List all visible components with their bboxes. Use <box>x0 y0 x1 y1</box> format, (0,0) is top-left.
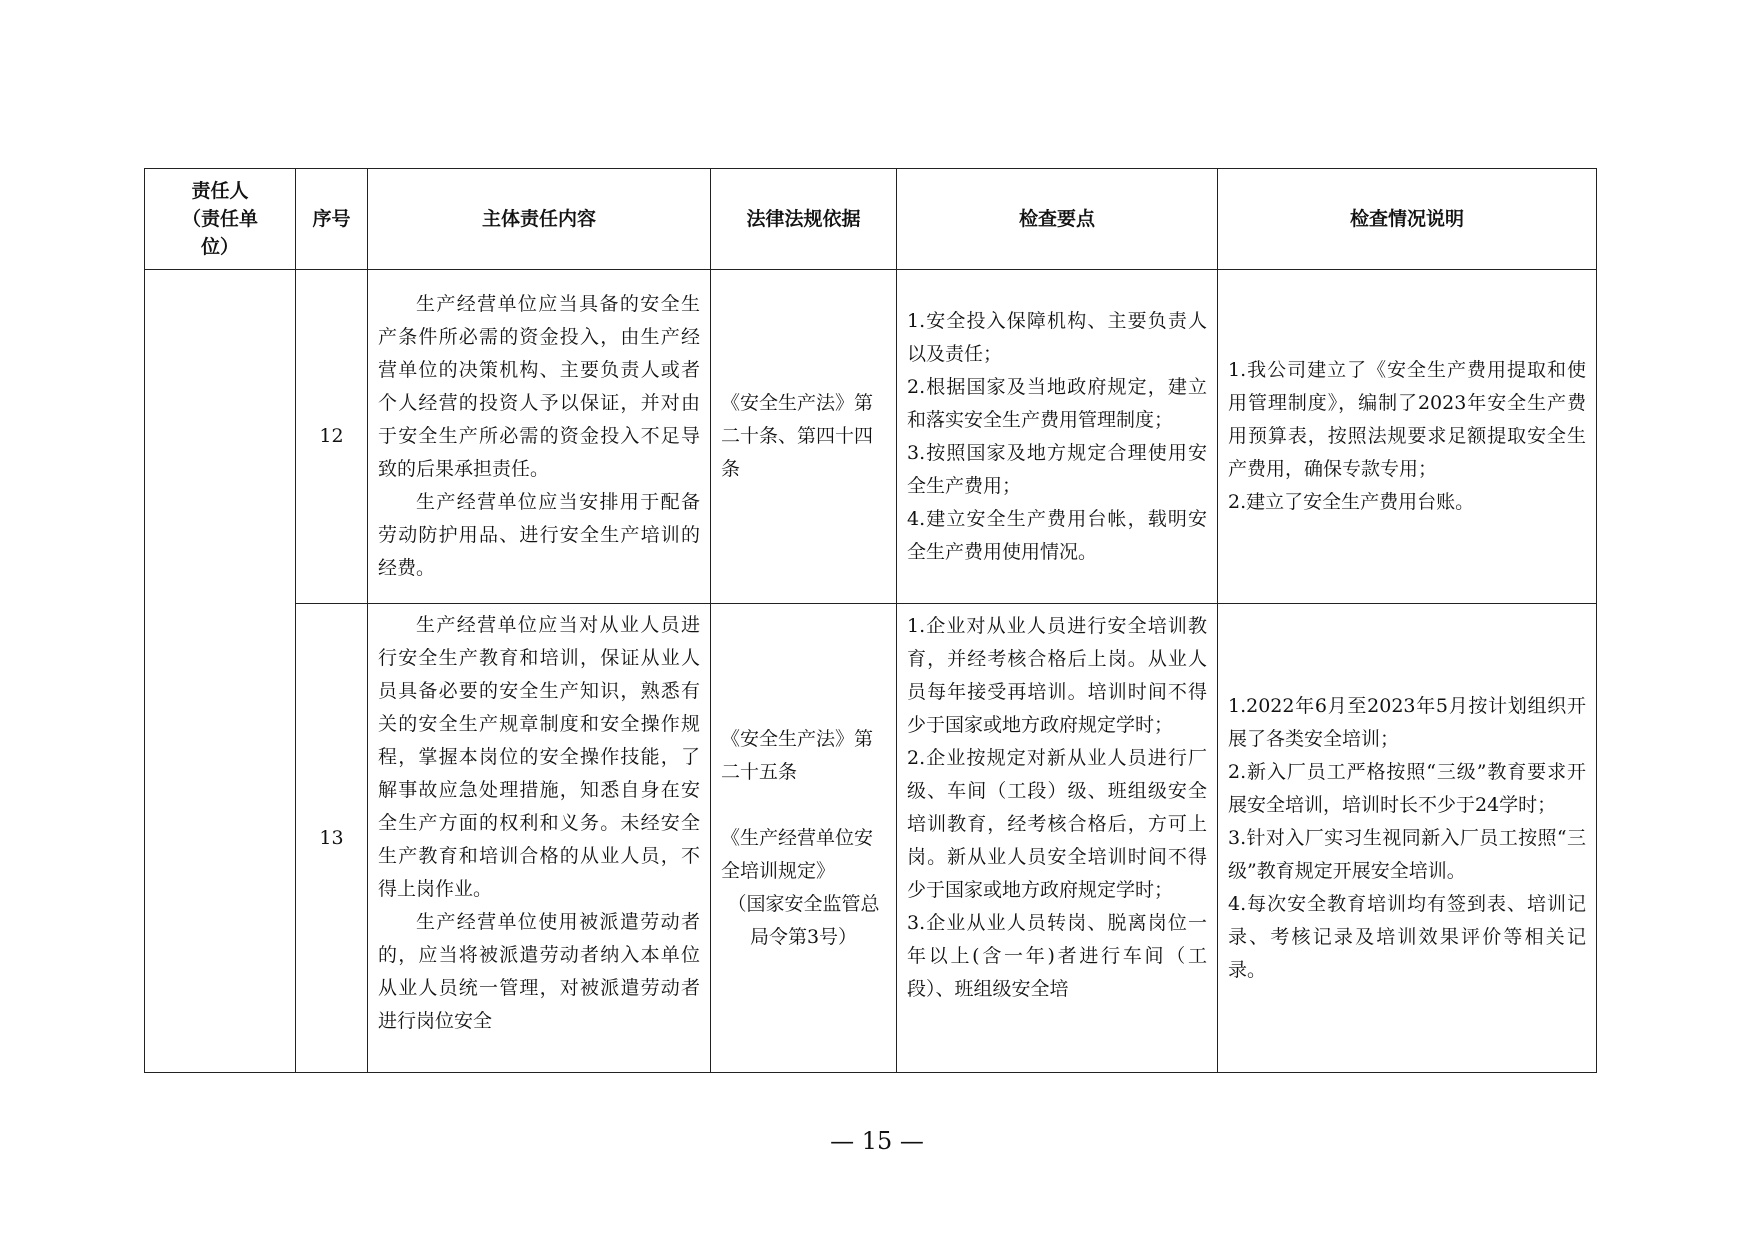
points-cell <box>897 604 1218 1073</box>
check-point-item: 2.根据国家及当地政府规定，建立和落实安全生产费用管理制度； <box>907 375 1207 431</box>
responsibility-table <box>144 168 1597 1073</box>
desc-item: 1.2022年6月至2023年5月按计划组织开展了各类安全培训； <box>1228 694 1586 750</box>
header-seq: 序号 <box>296 169 368 270</box>
table-row <box>145 270 1597 604</box>
content-paragraph: 生产经营单位应当安排用于配备劳动防护用品、进行安全生产培训的经费。 <box>378 491 700 579</box>
check-point-item: 1.安全投入保障机构、主要负责人以及责任； <box>907 309 1207 365</box>
desc-item: 1.我公司建立了《安全生产费用提取和使用管理制度》，编制了2023年安全生产费用预算表，按照法规要求足额提取安全生产费用，确保专款专用； <box>1228 359 1586 480</box>
content-cell <box>368 270 711 604</box>
content-paragraph: 生产经营单位应当对从业人员进行安全生产教育和培训，保证从业人员具备必要的安全生产知识，熟悉有关的安全生产规章制度和安全操作规程，掌握本岗位的安全操作技能，了解事故应急处理措施，知悉自身在安全生产方面的权利和义务。未经安全生产教育和培训合格的从业人员，不得上岗作业。 <box>378 614 700 900</box>
check-point-item: 3.按照国家及地方规定合理使用安全生产费用； <box>907 441 1207 497</box>
page-number: — 15 — <box>830 1127 924 1155</box>
header-law: 法律法规依据 <box>711 169 897 270</box>
table-row <box>145 604 1597 1073</box>
header-desc: 检查情况说明 <box>1218 169 1597 270</box>
header-responsible-line: （责任单 <box>181 208 258 230</box>
desc-cell <box>1218 604 1597 1073</box>
content-paragraph: 生产经营单位使用被派遣劳动者的，应当将被派遣劳动者纳入本单位从业人员统一管理，对被派遣劳动者进行岗位安全 <box>378 911 700 1032</box>
desc-item: 3.针对入厂实习生视同新入厂员工按照“三级”教育规定开展安全培训。 <box>1228 826 1586 882</box>
law-citation: （国家安全监管总局令第3号） <box>727 892 880 948</box>
header-points: 检查要点 <box>897 169 1218 270</box>
check-point-item: 2.企业按规定对新从业人员进行厂级、车间（工段）级、班组级安全培训教育，经考核合格后，方可上岗。新从业人员安全培训时间不得少于国家或地方政府规定学时； <box>907 747 1207 901</box>
check-point-item: 4.建立安全生产费用台帐，载明安全生产费用使用情况。 <box>907 507 1207 563</box>
header-responsible-line: 位） <box>200 236 239 258</box>
desc-item: 2.建立了安全生产费用台账。 <box>1228 491 1475 513</box>
check-point-item: 3.企业从业人员转岗、脱离岗位一年以上(含一年)者进行车间（工段）、班组级安全培 <box>907 912 1207 1000</box>
header-content: 主体责任内容 <box>368 169 711 270</box>
law-cell <box>711 270 897 604</box>
law-citation: 《安全生产法》第二十条、第四十四条 <box>721 392 874 480</box>
desc-item: 4.每次安全教育培训均有签到表、培训记录、考核记录及培训效果评价等相关记录。 <box>1228 892 1586 981</box>
desc-item: 2.新入厂员工严格按照“三级”教育要求开展安全培训，培训时长不少于24学时； <box>1228 760 1586 816</box>
law-citation: 《生产经营单位安全培训规定》 <box>721 826 874 882</box>
header-responsible-line: 责任人 <box>191 180 249 202</box>
table-header-row <box>145 169 1597 270</box>
seq-cell: 13 <box>296 604 368 1073</box>
desc-cell <box>1218 270 1597 604</box>
law-cell <box>711 604 897 1073</box>
seq-cell: 12 <box>296 270 368 604</box>
content-paragraph: 生产经营单位应当具备的安全生产条件所必需的资金投入，由生产经营单位的决策机构、主要负责人或者个人经营的投资人予以保证，并对由于安全生产所必需的资金投入不足导致的后果承担责任。 <box>378 293 700 480</box>
law-citation: 《安全生产法》第二十五条 <box>721 727 874 783</box>
responsible-cell <box>145 270 296 1073</box>
content-cell <box>368 604 711 1073</box>
points-cell <box>897 270 1218 604</box>
check-point-item: 1.企业对从业人员进行安全培训教育，并经考核合格后上岗。从业人员每年接受再培训。培训时间不得少于国家或地方政府规定学时； <box>907 615 1207 736</box>
header-responsible <box>145 169 296 270</box>
